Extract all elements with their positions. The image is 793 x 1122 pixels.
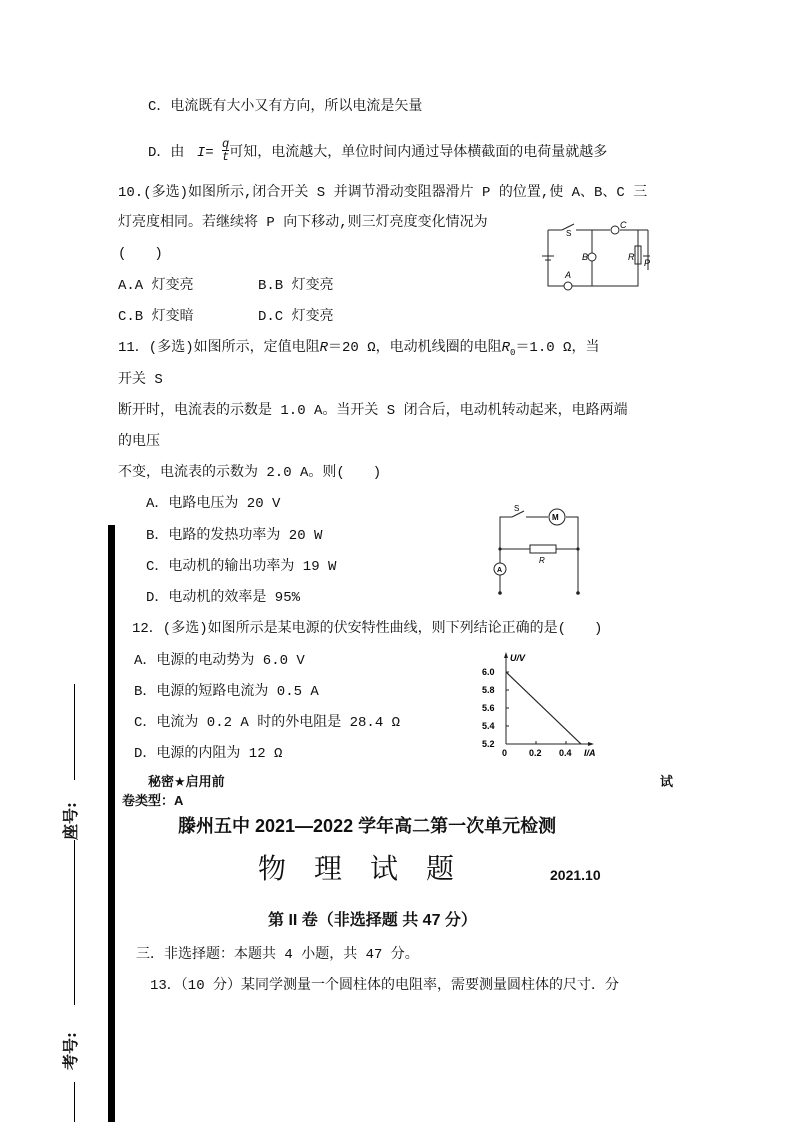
lamp-c-icon xyxy=(611,226,619,234)
q10-option-a: A.A 灯变亮 xyxy=(118,278,194,294)
y-tick-label: 5.2 xyxy=(482,739,495,749)
q10-option-b: B.B 灯变亮 xyxy=(258,278,334,294)
y-tick-label: 5.6 xyxy=(482,703,495,713)
q11-stem-line2: 开关 S xyxy=(118,372,163,388)
q12-option-d: D．电源的内阻为 12 Ω xyxy=(134,746,283,762)
q10-stem-line2: 灯亮度相同。若继续将 P 向下移动,则三灯亮度变化情况为 xyxy=(118,215,488,231)
y-tick-label: 5.4 xyxy=(482,721,495,731)
q9-fraction xyxy=(222,138,229,163)
q11-circuit-figure xyxy=(492,505,588,595)
paper-type-left: 卷类型：A xyxy=(122,793,184,808)
q11-fig-label-r: R xyxy=(539,556,545,565)
q10-circuit-figure xyxy=(540,220,660,292)
y-axis-arrow-icon xyxy=(504,652,508,658)
q11-line1-r0-sub: 0 xyxy=(510,347,516,358)
section-title: 第 II 卷（非选择题 共 47 分） xyxy=(268,912,477,929)
q10-fig-label-s: S xyxy=(566,229,572,238)
q11-option-a: A．电路电压为 20 V xyxy=(146,496,281,512)
x-tick-label: 0 xyxy=(502,748,508,758)
q11-line1-r0: R xyxy=(501,340,511,356)
x-tick-label: 0.2 xyxy=(529,748,542,758)
chart-xlabel: I/A xyxy=(584,748,596,758)
y-tick-label: 6.0 xyxy=(482,667,495,677)
q11-line1-b: ＝20 Ω，电动机线圈的电阻 xyxy=(328,340,502,356)
q11-stem-line1 xyxy=(118,339,599,362)
q9-option-d-prefix: D．由 xyxy=(148,145,185,162)
q11-line1-a: 11．(多选)如图所示，定值电阻 xyxy=(118,340,320,356)
q11-fig-label-s: S xyxy=(514,504,520,513)
seat-number-line xyxy=(74,684,75,780)
q12-ui-chart xyxy=(480,652,610,764)
school-exam-title: 滕州五中 2021—2022 学年高二第一次单元检测 xyxy=(178,816,557,836)
q9-option-d xyxy=(148,137,608,165)
q11-fig-label-m: M xyxy=(552,513,559,522)
q9-formula-eq: = xyxy=(205,145,214,162)
q10-fig-label-c: C xyxy=(620,220,627,230)
q11-fig-label-a: A xyxy=(497,567,503,574)
exam-number-line-lower xyxy=(74,1082,75,1122)
q12-option-b: B．电源的短路电流为 0.5 A xyxy=(134,684,319,700)
q12-option-a: A．电源的电动势为 6.0 V xyxy=(134,653,305,669)
q13-stem: 13．（10 分）某同学测量一个圆柱体的电阻率，需要测量圆柱体的尺寸．分 xyxy=(150,978,620,994)
x-tick-label: 0.4 xyxy=(559,748,572,758)
exam-number-line-upper xyxy=(74,840,75,1005)
q10-fig-label-b: B xyxy=(582,252,589,262)
q9-fraction-num: q xyxy=(222,137,230,151)
q9-fraction-den: t xyxy=(222,150,230,164)
lamp-b-icon xyxy=(588,253,596,261)
y-tick-label: 5.8 xyxy=(482,685,495,695)
q10-stem-line1: 10.(多选)如图所示,闭合开关 S 并调节滑动变阻器滑片 P 的位置,使 A、B、C 三 xyxy=(118,185,648,201)
q10-answer-paren: ( ) xyxy=(118,246,163,262)
q10-fig-label-a: A xyxy=(565,270,572,280)
q11-option-c: C．电动机的输出功率为 19 W xyxy=(146,559,337,575)
binding-margin-bar xyxy=(108,525,115,1122)
q10-option-c: C.B 灯变暗 xyxy=(118,309,194,325)
q11-line1-c: ＝1.0 Ω，当 xyxy=(515,340,600,356)
chart-ylabel: U/V xyxy=(510,653,526,663)
q12-option-c: C．电流为 0.2 A 时的外电阻是 28.4 Ω xyxy=(134,715,401,731)
part3-intro: 三．非选择题：本题共 4 小题，共 47 分。 xyxy=(136,947,419,963)
exam-number-label: 考号: xyxy=(61,1032,80,1070)
ui-curve-line xyxy=(506,672,581,744)
q11-stem-line5: 不变，电流表的示数为 2.0 A。则( ) xyxy=(118,465,382,481)
q11-option-d: D．电动机的效率是 95% xyxy=(146,590,301,606)
q11-stem-line3: 断开时，电流表的示数是 1.0 A。当开关 S 闭合后，电动机转动起来，电路两端 xyxy=(118,403,628,419)
subject-title: 物 理 试 题 xyxy=(258,852,455,885)
q9-option-d-rest: 可知，电流越大，单位时间内通过导体横截面的电荷量就越多 xyxy=(229,145,608,162)
x-axis-arrow-icon xyxy=(588,742,594,746)
q9-option-c: C．电流既有大小又有方向，所以电流是矢量 xyxy=(148,99,423,115)
q11-option-b: B．电路的发热功率为 20 W xyxy=(146,528,323,544)
seat-number-label: 座号: xyxy=(61,802,80,840)
q12-stem: 12．(多选)如图所示是某电源的伏安特性曲线，则下列结论正确的是( ) xyxy=(132,621,603,637)
q10-option-d: D.C 灯变亮 xyxy=(258,309,334,325)
lamp-a-icon xyxy=(564,282,572,290)
q10-fig-label-r: R xyxy=(628,252,635,262)
paper-type-right: 试 xyxy=(660,774,674,789)
q11-stem-line4: 的电压 xyxy=(118,434,160,450)
q11-line1-r: R xyxy=(319,340,329,356)
q10-fig-label-p: P xyxy=(644,258,651,268)
q9-formula-i: I xyxy=(196,145,206,162)
secret-label: 秘密★启用前 xyxy=(148,774,225,789)
exam-date: 2021.10 xyxy=(550,867,601,883)
